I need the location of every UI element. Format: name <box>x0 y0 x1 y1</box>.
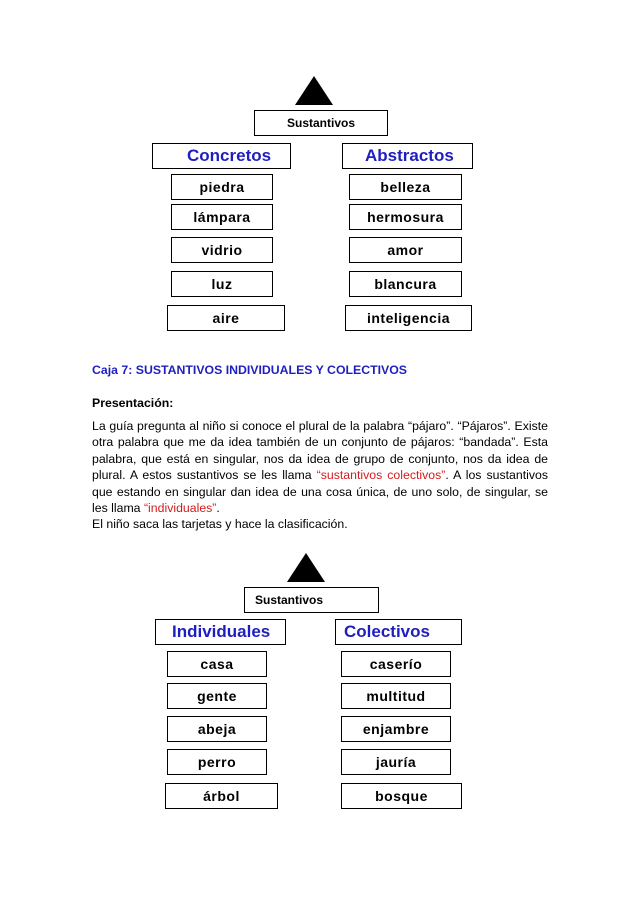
category-header-abstractos: Abstractos <box>342 143 473 169</box>
card-left: árbol <box>165 783 278 809</box>
card-left: perro <box>167 749 267 775</box>
card-right: jauría <box>341 749 451 775</box>
card-right: bosque <box>341 783 462 809</box>
root-box: Sustantivos <box>254 110 388 136</box>
card-right: belleza <box>349 174 462 200</box>
card-right: multitud <box>341 683 451 709</box>
card-right: inteligencia <box>345 305 472 331</box>
paragraph-text: . A los sustantivos que estando en singular dan idea de una cosa única, de uno solo, de singular, se les llama <box>92 468 548 516</box>
card-left: gente <box>167 683 267 709</box>
section-subtitle: Presentación: <box>92 396 174 410</box>
paragraph-text: . <box>216 501 220 516</box>
section-title: Caja 7: SUSTANTIVOS INDIVIDUALES Y COLECTIVOS <box>92 363 407 377</box>
card-left: vidrio <box>171 237 273 263</box>
category-header-colectivos: Colectivos <box>335 619 462 645</box>
category-header-concretos: Concretos <box>152 143 291 169</box>
card-right: hermosura <box>349 204 462 230</box>
triangle-marker-icon <box>295 76 333 105</box>
card-right: enjambre <box>341 716 451 742</box>
paragraph-text: La guía pregunta al niño si conoce el plural de la palabra “pájaro”. “Pájaros”. Existe otra palabra que me da idea también de un conjunto de pájaros: “bandada”. Esta palabra, que está en singular, nos da idea de grupo de conjunto, nos da idea de plural. A estos sustantivos se les llama <box>92 419 548 483</box>
card-left: piedra <box>171 174 273 200</box>
term-individuales: “individuales” <box>143 501 217 516</box>
card-right: caserío <box>341 651 451 677</box>
card-left: lámpara <box>171 204 273 230</box>
card-right: blancura <box>349 271 462 297</box>
root-box: Sustantivos <box>244 587 379 613</box>
card-left: abeja <box>167 716 267 742</box>
card-left: aire <box>167 305 285 331</box>
card-left: casa <box>167 651 267 677</box>
card-left: luz <box>171 271 273 297</box>
term-colectivos: “sustantivos colectivos” <box>316 468 446 483</box>
card-right: amor <box>349 237 462 263</box>
category-header-individuales: Individuales <box>155 619 286 645</box>
triangle-marker-icon <box>287 553 325 582</box>
closing-paragraph: El niño saca las tarjetas y hace la clasificación. <box>92 517 348 531</box>
presentation-paragraph <box>92 418 548 516</box>
